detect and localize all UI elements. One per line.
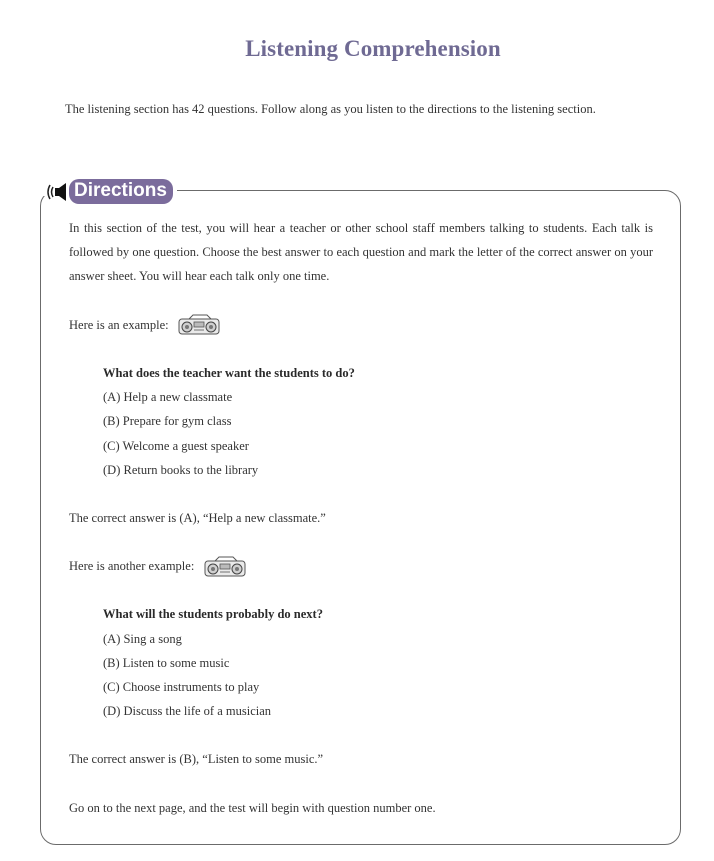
- example-2-lead: Here is another example:: [69, 559, 195, 573]
- example-1-option-c: (C) Welcome a guest speaker: [103, 439, 249, 453]
- page-title: Listening Comprehension: [245, 36, 501, 61]
- example-2-option-d: (D) Discuss the life of a musician: [103, 704, 272, 718]
- speaker-icon: [43, 180, 71, 204]
- example-2-answer: The correct answer is (B), “Listen to some music.”: [69, 752, 324, 766]
- example-1-answer: The correct answer is (A), “Help a new classmate.”: [69, 511, 326, 525]
- radio-icon: [175, 314, 223, 336]
- closing-text: Go on to the next page, and the test will begin with question number one.: [69, 801, 436, 815]
- directions-label: Directions: [69, 179, 173, 204]
- intro-text: The listening section has 42 questions. Follow along as you listen to the directions to the listening section.: [65, 102, 596, 116]
- example-1-option-b: (B) Prepare for gym class: [103, 414, 232, 428]
- radio-icon: [201, 556, 249, 578]
- example-1-option-d: (D) Return books to the library: [103, 463, 259, 477]
- example-2-option-a: (A) Sing a song: [103, 632, 182, 646]
- example-1-lead: Here is an example:: [69, 318, 169, 332]
- example-2-question: What will the students probably do next?: [103, 607, 323, 621]
- example-1-option-a: (A) Help a new classmate: [103, 390, 233, 404]
- example-2-option-b: (B) Listen to some music: [103, 656, 230, 670]
- directions-header: [43, 179, 173, 204]
- example-2-option-c: (C) Choose instruments to play: [103, 680, 260, 694]
- example-1-question: What does the teacher want the students to do?: [103, 366, 355, 380]
- directions-paragraph: In this section of the test, you will hear a teacher or other school staff members talking to students. Each talk is followed by one question. Choose the best answer to each question and mark the letter of the correct answer on your answer sheet. You will hear each talk only one time.: [69, 221, 653, 284]
